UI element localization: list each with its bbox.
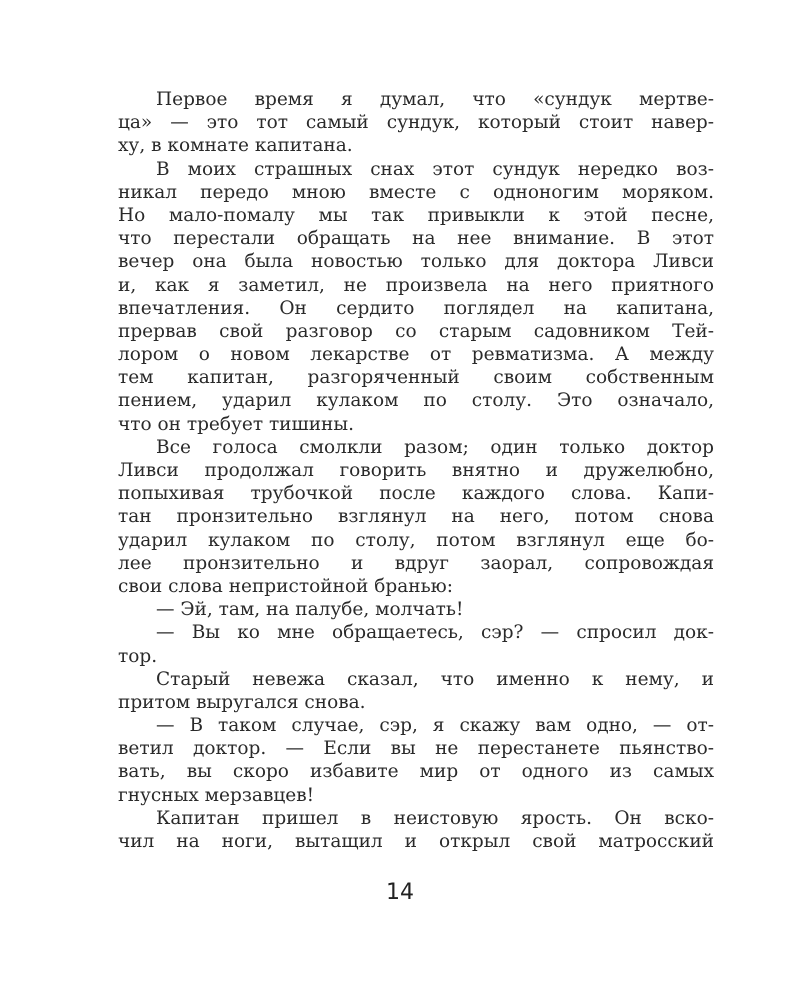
text-line: чил на ноги, вытащил и открыл свой матросский: [118, 831, 714, 852]
text-line: вечер она была новостью только для доктора Ливси: [118, 251, 714, 273]
text-line: прервав свой разговор со старым садовником Тей-: [118, 320, 714, 342]
text-line: Но мало-помалу мы так привыкли к этой песне,: [118, 204, 714, 226]
text-line: — Вы ко мне обращаетесь, сэр? — спросил док-: [156, 622, 714, 644]
text-line: ху, в комнате капитана.: [118, 135, 353, 157]
text-line: пением, ударил кулаком по столу. Это означало,: [118, 390, 714, 412]
page-number: 14: [386, 880, 414, 905]
text-line: никал передо мною вместе с одноногим моряком.: [118, 181, 714, 203]
text-line: лее пронзительно и вдруг заорал, сопровождая: [118, 552, 714, 574]
text-line: попыхивая трубочкой после каждого слова. Капи-: [118, 483, 714, 505]
text-line: что перестали обращать на нее внимание. В этот: [118, 228, 714, 250]
text-line: Первое время я думал, что «сундук мертве-: [156, 89, 714, 110]
text-line: Старый невежа сказал, что именно к нему, и: [156, 668, 714, 690]
text-line: тем капитан, разгоряченный своим собственным: [118, 367, 714, 389]
text-line: — Эй, там, на палубе, молчать!: [156, 599, 464, 621]
text-line: ца» — это тот самый сундук, который стоит навер-: [118, 112, 714, 134]
text-line: Капитан пришел в неистовую ярость. Он вско-: [156, 807, 714, 829]
text-line: притом выругался снова.: [118, 691, 366, 713]
text-line: что он требует тишины.: [118, 413, 354, 435]
text-line: гнусных мерзавцев!: [118, 784, 315, 806]
text-line: впечатления. Он сердито поглядел на капитана,: [118, 297, 714, 319]
text-line: ударил кулаком по столу, потом взглянул еще бо-: [118, 529, 714, 551]
text-line: тор.: [118, 645, 158, 667]
text-line: и, как я заметил, не произвела на него приятного: [118, 274, 714, 296]
text-line: — В таком случае, сэр, я скажу вам одно, — от-: [156, 715, 714, 737]
text-line: Ливси продолжал говорить внятно и дружелюбно,: [118, 460, 714, 481]
text-line: тан пронзительно взглянул на него, потом снова: [118, 506, 714, 528]
text-line: свои слова непристойной бранью:: [118, 575, 453, 597]
text-line: ветил доктор. — Если вы не перестанете пьянство-: [118, 738, 714, 760]
text-line: лором о новом лекарстве от ревматизма. А между: [118, 344, 714, 366]
text-line: Все голоса смолкли разом; один только доктор: [156, 436, 714, 458]
page-body: [118, 88, 714, 853]
text-line: вать, вы скоро избавите мир от одного из самых: [118, 761, 714, 783]
text-line: В моих страшных снах этот сундук нередко воз-: [156, 158, 714, 180]
